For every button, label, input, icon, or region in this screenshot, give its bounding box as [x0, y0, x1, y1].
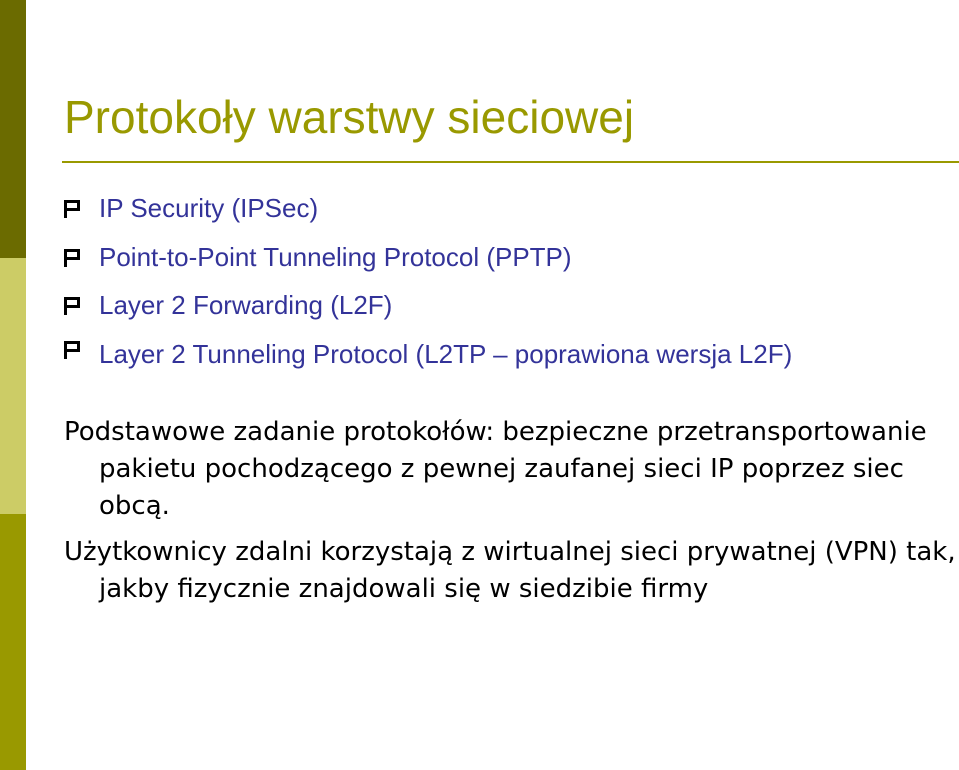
square-bullet-icon — [64, 200, 80, 211]
square-bullet-icon — [64, 249, 80, 260]
square-bullet-icon — [64, 297, 80, 308]
list-item — [64, 281, 944, 330]
side-bar-light-segment — [0, 258, 26, 514]
list-item-text: Layer 2 Forwarding (L2F) — [99, 290, 393, 320]
side-bar-dark-segment — [0, 0, 26, 258]
square-bullet-icon — [64, 341, 80, 352]
paragraph-protocol-task: Podstawowe zadanie protokołów: bezpieczne przetransportowanie pakietu pochodzącego z pewnej zaufanej sieci IP poprzez siec obcą. — [64, 417, 927, 521]
list-item-text: Layer 2 Tunneling Protocol (L2TP – poprawiona wersja L2F) — [99, 338, 793, 369]
list-item — [64, 184, 944, 233]
list-item — [64, 233, 944, 282]
side-bar-olive-segment — [0, 514, 26, 770]
list-item — [64, 330, 944, 373]
title-underline — [62, 161, 959, 163]
list-item-text: IP Security (IPSec) — [99, 193, 319, 223]
paragraph-vpn-users: Użytkownicy zdalni korzystają z wirtualnej sieci prywatnej (VPN) tak, jakby fizycznie znajdowali się w siedzibie firmy — [64, 537, 956, 604]
slide-title: Protokoły warstwy sieciowej — [64, 91, 635, 143]
bullet-list — [64, 184, 944, 373]
list-item-text: Point-to-Point Tunneling Protocol (PPTP) — [99, 241, 572, 272]
